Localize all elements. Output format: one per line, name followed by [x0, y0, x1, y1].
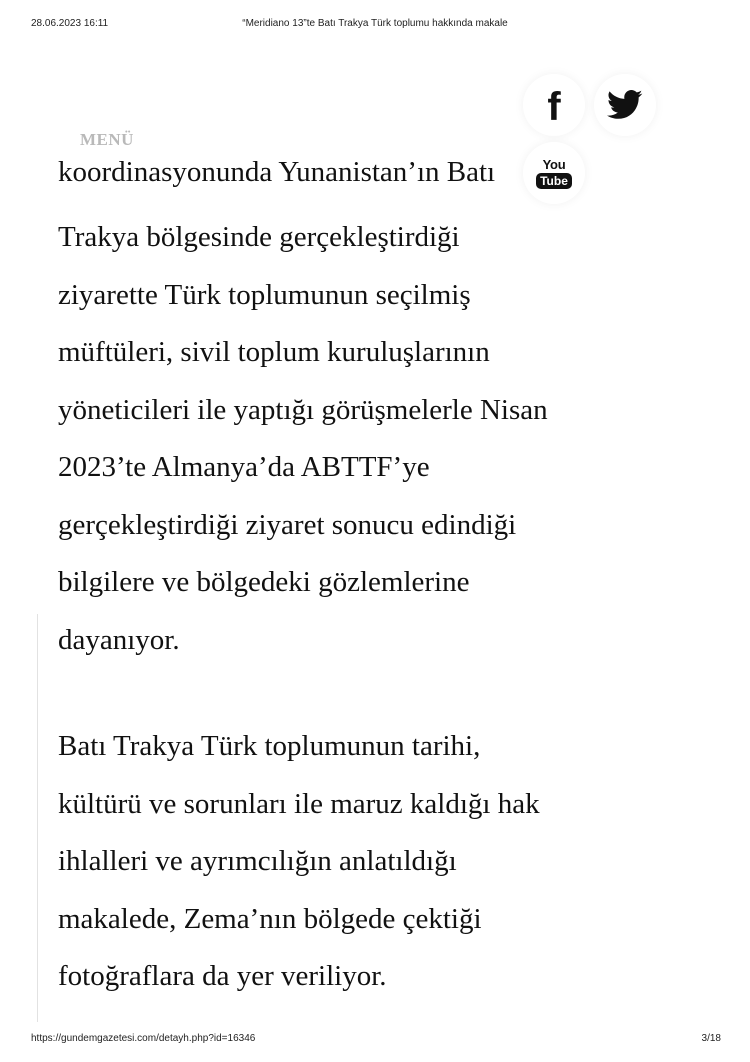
youtube-button[interactable]: [523, 142, 585, 204]
article-line: fotoğraflara da yer veriliyor.: [58, 960, 387, 992]
article-line: yöneticileri ile yaptığı görüşmelerle Nisan: [58, 393, 548, 426]
youtube-icon-you: You: [542, 156, 566, 172]
print-page-number: 3/18: [701, 1033, 721, 1044]
print-datetime: 28.06.2023 16:11: [31, 18, 109, 29]
article-line: Batı Trakya Türk toplumunun tarihi,: [58, 730, 481, 762]
youtube-icon-tube: Tube: [536, 173, 572, 189]
print-footer: [0, 1033, 750, 1047]
article-line: dayanıyor.: [58, 623, 180, 656]
facebook-icon: f: [547, 85, 561, 129]
content-left-border: [37, 614, 38, 1022]
article-line: kültürü ve sorunları ile maruz kaldığı hak: [58, 787, 540, 820]
article-line: ziyarette Türk toplumunun seçilmiş: [58, 278, 471, 311]
article-line: gerçekleştirdiği ziyaret sonucu edindiği: [58, 508, 517, 541]
article-paragraph-1: [58, 209, 718, 669]
article-partial-line-text: koordinasyonunda Yunanistan’ın Batı: [58, 156, 496, 188]
article-line: makalede, Zema’nın bölgede çektiği: [58, 902, 482, 935]
facebook-button[interactable]: [523, 74, 585, 136]
twitter-button[interactable]: [594, 74, 656, 136]
print-page-title: “Meridiano 13”te Batı Trakya Türk toplumu hakkında makale: [242, 18, 508, 29]
print-header: [0, 18, 750, 32]
article-line: bilgilere ve bölgedeki gözlemlerine: [58, 566, 470, 598]
article-line: Trakya bölgesinde gerçekleştirdiği: [58, 221, 460, 253]
article-line: ihlalleri ve ayrımcılığın anlatıldığı: [58, 845, 457, 877]
article-line: müftüleri, sivil toplum kuruluşlarının: [58, 336, 490, 368]
youtube-icon: [536, 158, 572, 189]
menu-button[interactable]: MENÜ: [80, 130, 134, 149]
article-paragraph-2: [58, 718, 718, 1006]
article-line: 2023’te Almanya’da ABTTF’ye: [58, 451, 430, 483]
print-url: https://gundemgazetesi.com/detayh.php?id=16346: [31, 1033, 256, 1044]
twitter-icon: [607, 90, 643, 120]
